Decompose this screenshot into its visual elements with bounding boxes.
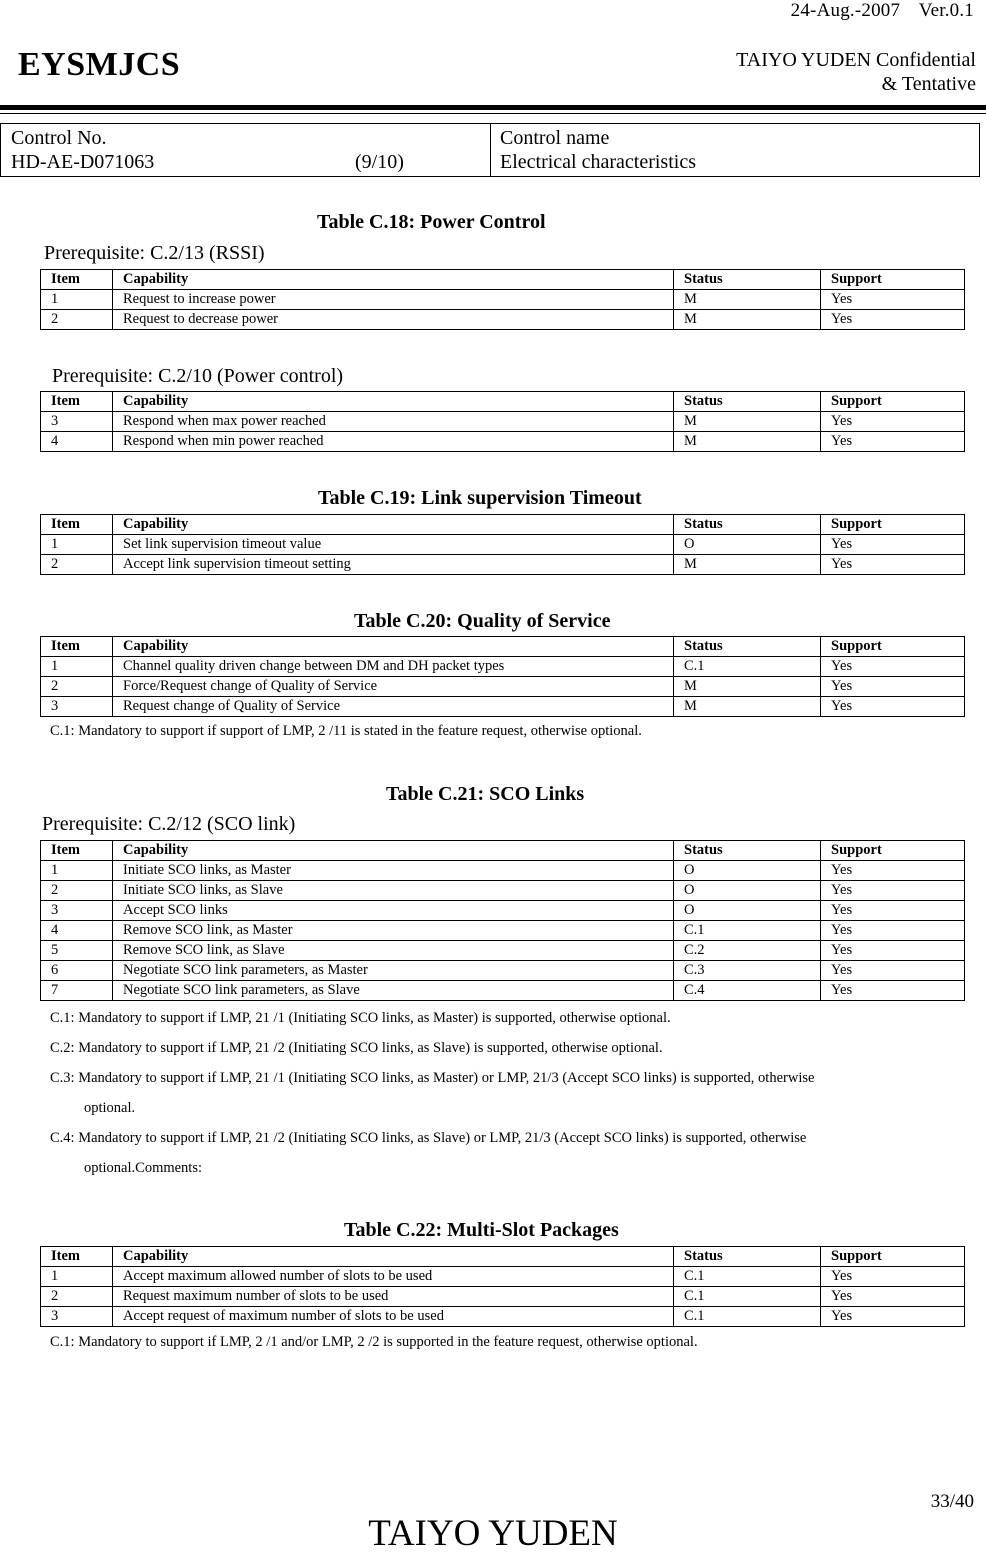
cell-item: 7 xyxy=(41,981,113,1001)
cell-capability: Force/Request change of Quality of Service xyxy=(113,677,674,697)
table-c21-note-c2: C.2: Mandatory to support if LMP, 21 /2 (Initiating SCO links, as Slave) is supported, otherwise optional. xyxy=(50,1040,663,1056)
table-header-row xyxy=(41,270,965,290)
cell-status: O xyxy=(674,881,821,901)
table-row xyxy=(41,432,965,452)
cell-capability: Request to decrease power xyxy=(113,310,674,330)
control-number-cell xyxy=(11,126,481,174)
footer-brand: TAIYO YUDEN xyxy=(368,1513,618,1554)
cell-item: 2 xyxy=(41,1287,113,1307)
cell-status: M xyxy=(674,432,821,452)
column-header-capability: Capability xyxy=(113,515,674,535)
table-row xyxy=(41,941,965,961)
cell-capability: Respond when max power reached xyxy=(113,412,674,432)
cell-status: O xyxy=(674,861,821,881)
cell-item: 4 xyxy=(41,921,113,941)
table-c19 xyxy=(40,514,965,575)
table-header-row xyxy=(41,392,965,412)
column-header-item: Item xyxy=(41,637,113,657)
table-c21-title: Table C.21: SCO Links xyxy=(386,783,585,805)
column-header-item: Item xyxy=(41,1247,113,1267)
cell-item: 1 xyxy=(41,861,113,881)
cell-item: 3 xyxy=(41,901,113,921)
cell-status: C.1 xyxy=(674,921,821,941)
table-c20-note: C.1: Mandatory to support if support of LMP, 2 /11 is stated in the feature request, otherwise optional. xyxy=(50,723,642,739)
column-header-capability: Capability xyxy=(113,392,674,412)
cell-item: 5 xyxy=(41,941,113,961)
cell-support: Yes xyxy=(821,1307,965,1327)
table-c20 xyxy=(40,636,965,717)
control-number-value: HD-AE-D071063 xyxy=(11,151,155,173)
cell-support: Yes xyxy=(821,412,965,432)
cell-status: C.1 xyxy=(674,1307,821,1327)
column-header-status: Status xyxy=(674,637,821,657)
header-rule-thick xyxy=(0,105,986,110)
column-header-status: Status xyxy=(674,270,821,290)
cell-status: O xyxy=(674,901,821,921)
column-header-item: Item xyxy=(41,392,113,412)
column-header-support: Support xyxy=(821,637,965,657)
table-c19-title: Table C.19: Link supervision Timeout xyxy=(318,487,642,509)
table-row xyxy=(41,861,965,881)
cell-capability: Accept SCO links xyxy=(113,901,674,921)
cell-capability: Remove SCO link, as Slave xyxy=(113,941,674,961)
table-row xyxy=(41,881,965,901)
table-row xyxy=(41,1267,965,1287)
control-number-label: Control No. xyxy=(11,127,107,149)
cell-capability: Request change of Quality of Service xyxy=(113,697,674,717)
table-c21-note-c1: C.1: Mandatory to support if LMP, 21 /1 (Initiating SCO links, as Master) is supported, otherwise optional. xyxy=(50,1010,671,1026)
cell-capability: Initiate SCO links, as Slave xyxy=(113,881,674,901)
cell-capability: Initiate SCO links, as Master xyxy=(113,861,674,881)
cell-support: Yes xyxy=(821,901,965,921)
cell-item: 4 xyxy=(41,432,113,452)
cell-status: M xyxy=(674,697,821,717)
column-header-support: Support xyxy=(821,1247,965,1267)
confidential-line-2: & Tentative xyxy=(881,73,976,95)
cell-item: 2 xyxy=(41,677,113,697)
control-name-label: Control name xyxy=(500,127,610,149)
table-c21 xyxy=(40,840,965,1001)
cell-item: 2 xyxy=(41,881,113,901)
cell-item: 3 xyxy=(41,697,113,717)
cell-support: Yes xyxy=(821,861,965,881)
cell-status: C.2 xyxy=(674,941,821,961)
table-row xyxy=(41,1287,965,1307)
table-header-row xyxy=(41,637,965,657)
column-header-support: Support xyxy=(821,515,965,535)
column-header-status: Status xyxy=(674,1247,821,1267)
table-c20-title: Table C.20: Quality of Service xyxy=(354,610,611,632)
cell-item: 1 xyxy=(41,535,113,555)
confidentiality-notice xyxy=(736,48,976,96)
column-header-support: Support xyxy=(821,841,965,861)
column-header-status: Status xyxy=(674,515,821,535)
table-row xyxy=(41,677,965,697)
cell-status: M xyxy=(674,412,821,432)
cell-support: Yes xyxy=(821,677,965,697)
table-c21-prerequisite: Prerequisite: C.2/12 (SCO link) xyxy=(42,813,296,835)
document-code: EYSMJCS xyxy=(18,46,181,83)
cell-capability: Negotiate SCO link parameters, as Master xyxy=(113,961,674,981)
table-row xyxy=(41,921,965,941)
cell-capability: Accept maximum allowed number of slots to be used xyxy=(113,1267,674,1287)
table-c22-note: C.1: Mandatory to support if LMP, 2 /1 and/or LMP, 2 /2 is supported in the feature request, otherwise optional. xyxy=(50,1334,698,1350)
cell-support: Yes xyxy=(821,535,965,555)
cell-item: 1 xyxy=(41,1267,113,1287)
cell-item: 2 xyxy=(41,555,113,575)
cell-status: C.4 xyxy=(674,981,821,1001)
column-header-item: Item xyxy=(41,841,113,861)
table-row xyxy=(41,697,965,717)
column-header-support: Support xyxy=(821,392,965,412)
cell-item: 2 xyxy=(41,310,113,330)
cell-support: Yes xyxy=(821,310,965,330)
table-c18-prerequisite-b: Prerequisite: C.2/10 (Power control) xyxy=(52,365,344,387)
cell-item: 1 xyxy=(41,290,113,310)
cell-status: C.3 xyxy=(674,961,821,981)
control-info-box xyxy=(0,123,980,177)
table-row xyxy=(41,1307,965,1327)
table-c18-part-b xyxy=(40,391,965,452)
cell-support: Yes xyxy=(821,432,965,452)
table-c22-title: Table C.22: Multi-Slot Packages xyxy=(344,1219,619,1241)
table-c18-title: Table C.18: Power Control xyxy=(317,211,546,233)
table-c21-note-c3: C.3: Mandatory to support if LMP, 21 /1 (Initiating SCO links, as Master) or LMP, 21/3 (Accept SCO links) is supported, otherwise xyxy=(50,1070,815,1086)
table-c18-prerequisite-a: Prerequisite: C.2/13 (RSSI) xyxy=(44,242,265,264)
table-row xyxy=(41,981,965,1001)
cell-item: 6 xyxy=(41,961,113,981)
column-header-support: Support xyxy=(821,270,965,290)
table-row xyxy=(41,310,965,330)
table-header-row xyxy=(41,1247,965,1267)
cell-status: O xyxy=(674,535,821,555)
column-header-capability: Capability xyxy=(113,637,674,657)
date-version: 24-Aug.-2007 Ver.0.1 xyxy=(790,0,974,21)
cell-status: C.1 xyxy=(674,1267,821,1287)
confidential-line-1: TAIYO YUDEN Confidential xyxy=(736,49,976,71)
cell-status: C.1 xyxy=(674,657,821,677)
table-row xyxy=(41,412,965,432)
column-header-status: Status xyxy=(674,392,821,412)
cell-item: 3 xyxy=(41,1307,113,1327)
control-name-cell xyxy=(500,126,696,174)
table-c18-part-a xyxy=(40,269,965,330)
cell-status: M xyxy=(674,555,821,575)
table-c22 xyxy=(40,1246,965,1327)
cell-support: Yes xyxy=(821,697,965,717)
column-header-capability: Capability xyxy=(113,270,674,290)
header-rule-thin xyxy=(0,113,986,114)
column-header-capability: Capability xyxy=(113,1247,674,1267)
cell-capability: Negotiate SCO link parameters, as Slave xyxy=(113,981,674,1001)
column-header-status: Status xyxy=(674,841,821,861)
cell-capability: Accept request of maximum number of slots to be used xyxy=(113,1307,674,1327)
table-row xyxy=(41,555,965,575)
cell-status: M xyxy=(674,677,821,697)
cell-support: Yes xyxy=(821,555,965,575)
control-name-value: Electrical characteristics xyxy=(500,151,696,173)
table-row xyxy=(41,535,965,555)
table-row xyxy=(41,961,965,981)
cell-support: Yes xyxy=(821,1267,965,1287)
cell-support: Yes xyxy=(821,290,965,310)
table-header-row xyxy=(41,841,965,861)
cell-support: Yes xyxy=(821,921,965,941)
cell-capability: Channel quality driven change between DM and DH packet types xyxy=(113,657,674,677)
cell-support: Yes xyxy=(821,657,965,677)
column-header-item: Item xyxy=(41,270,113,290)
table-c21-notes xyxy=(50,1003,950,1183)
cell-capability: Set link supervision timeout value xyxy=(113,535,674,555)
page-number: 33/40 xyxy=(930,1491,974,1512)
table-c21-note-c3-continued: optional. xyxy=(84,1100,136,1116)
cell-capability: Respond when min power reached xyxy=(113,432,674,452)
cell-support: Yes xyxy=(821,1287,965,1307)
cell-support: Yes xyxy=(821,941,965,961)
table-c21-note-c4: C.4: Mandatory to support if LMP, 21 /2 (Initiating SCO links, as Slave) or LMP, 21/3 (Accept SCO links) is supported, otherwise xyxy=(50,1130,807,1146)
cell-status: M xyxy=(674,290,821,310)
cell-status: C.1 xyxy=(674,1287,821,1307)
cell-item: 3 xyxy=(41,412,113,432)
cell-capability: Remove SCO link, as Master xyxy=(113,921,674,941)
cell-capability: Request maximum number of slots to be used xyxy=(113,1287,674,1307)
cell-capability: Accept link supervision timeout setting xyxy=(113,555,674,575)
cell-support: Yes xyxy=(821,981,965,1001)
column-header-capability: Capability xyxy=(113,841,674,861)
table-header-row xyxy=(41,515,965,535)
table-row xyxy=(41,901,965,921)
cell-capability: Request to increase power xyxy=(113,290,674,310)
table-row xyxy=(41,657,965,677)
control-box-divider xyxy=(490,124,491,176)
cell-support: Yes xyxy=(821,961,965,981)
table-row xyxy=(41,290,965,310)
table-c21-note-c4-continued: optional.Comments: xyxy=(84,1160,203,1176)
control-page-ref: (9/10) xyxy=(355,151,404,173)
cell-status: M xyxy=(674,310,821,330)
column-header-item: Item xyxy=(41,515,113,535)
cell-item: 1 xyxy=(41,657,113,677)
cell-support: Yes xyxy=(821,881,965,901)
